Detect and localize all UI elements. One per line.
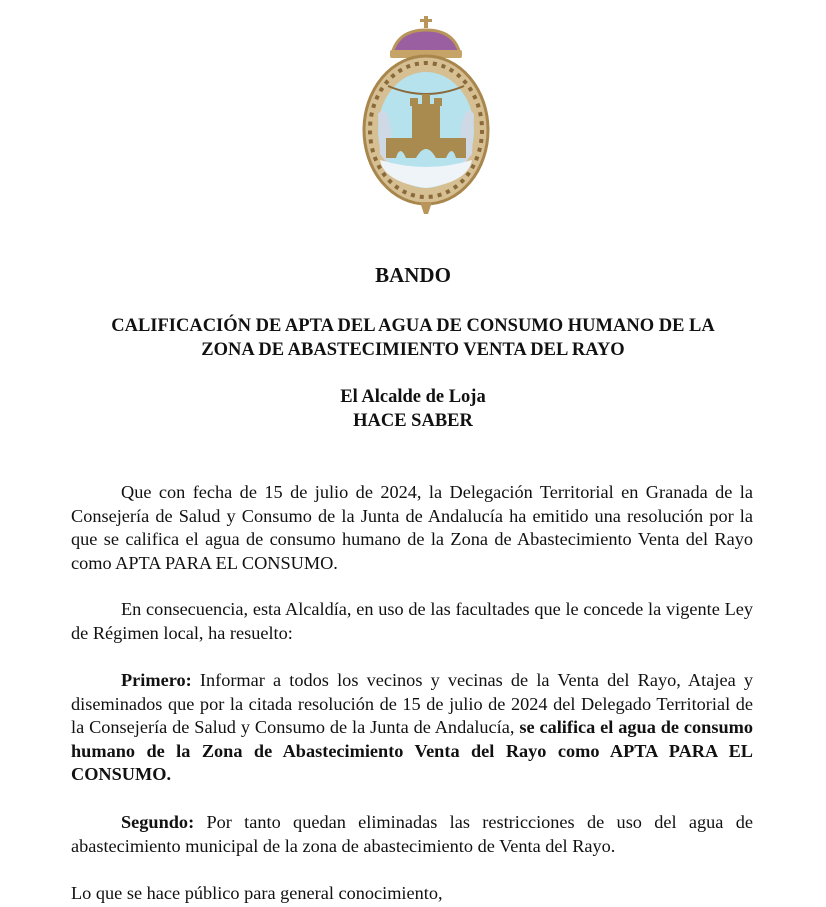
paragraph-primero: [71, 669, 753, 787]
paragraph-consequence-text: En consecuencia, esta Alcaldía, en uso de las facultades que le concede la vigente Ley de Régimen local, ha resuelto:: [71, 599, 753, 643]
paragraph-consequence: [71, 598, 753, 645]
issuer-block: [0, 385, 826, 433]
issuer: El Alcalde de Loja: [340, 387, 486, 407]
paragraph-resolution: [71, 481, 753, 575]
subtitle-line-1: CALIFICACIÓN DE APTA DEL AGUA DE CONSUMO HUMANO DE LA: [111, 316, 715, 336]
document-title: BANDO: [375, 263, 451, 287]
subtitle-line-2: ZONA DE ABASTECIMIENTO VENTA DEL RAYO: [201, 340, 625, 360]
primero-text: Informar a todos los vecinos y vecinas de la Venta del Rayo, Atajea y diseminados que por la citada resolución de 15 de julio de 2024 del Delegado Territorial de la Consejería de Salud y Consumo de la Junta de Andalucía,: [71, 670, 753, 738]
announce: HACE SABER: [353, 411, 473, 431]
paragraph-resolution-text: Que con fecha de 15 de julio de 2024, la Delegación Territorial en Granada de la Consejería de Salud y Consumo de la Junta de Andalucía ha emitido una resolución por la que se califica el agua de consumo humano de la Zona de Abastecimiento Venta del Rayo como APTA PARA EL CONSUMO.: [71, 482, 753, 573]
closing-line: Lo que se hace público para general conocimiento,: [71, 883, 443, 903]
castle-tower: [412, 104, 440, 138]
segundo-text: Por tanto quedan eliminadas las restricciones de uso del agua de abastecimiento municipal de la zona de abastecimiento de Venta del Rayo.: [71, 812, 753, 856]
segundo-label: Segundo:: [121, 812, 195, 832]
coat-of-arms-icon: [358, 14, 494, 214]
primero-label: Primero:: [121, 670, 192, 690]
document-subtitle: [0, 314, 826, 362]
paragraph-segundo: [71, 811, 753, 858]
primero-bold-text: se califica el agua de consumo humano de la Zona de Abastecimiento Venta del Rayo como APTA PARA EL CONSUMO.: [71, 717, 753, 785]
